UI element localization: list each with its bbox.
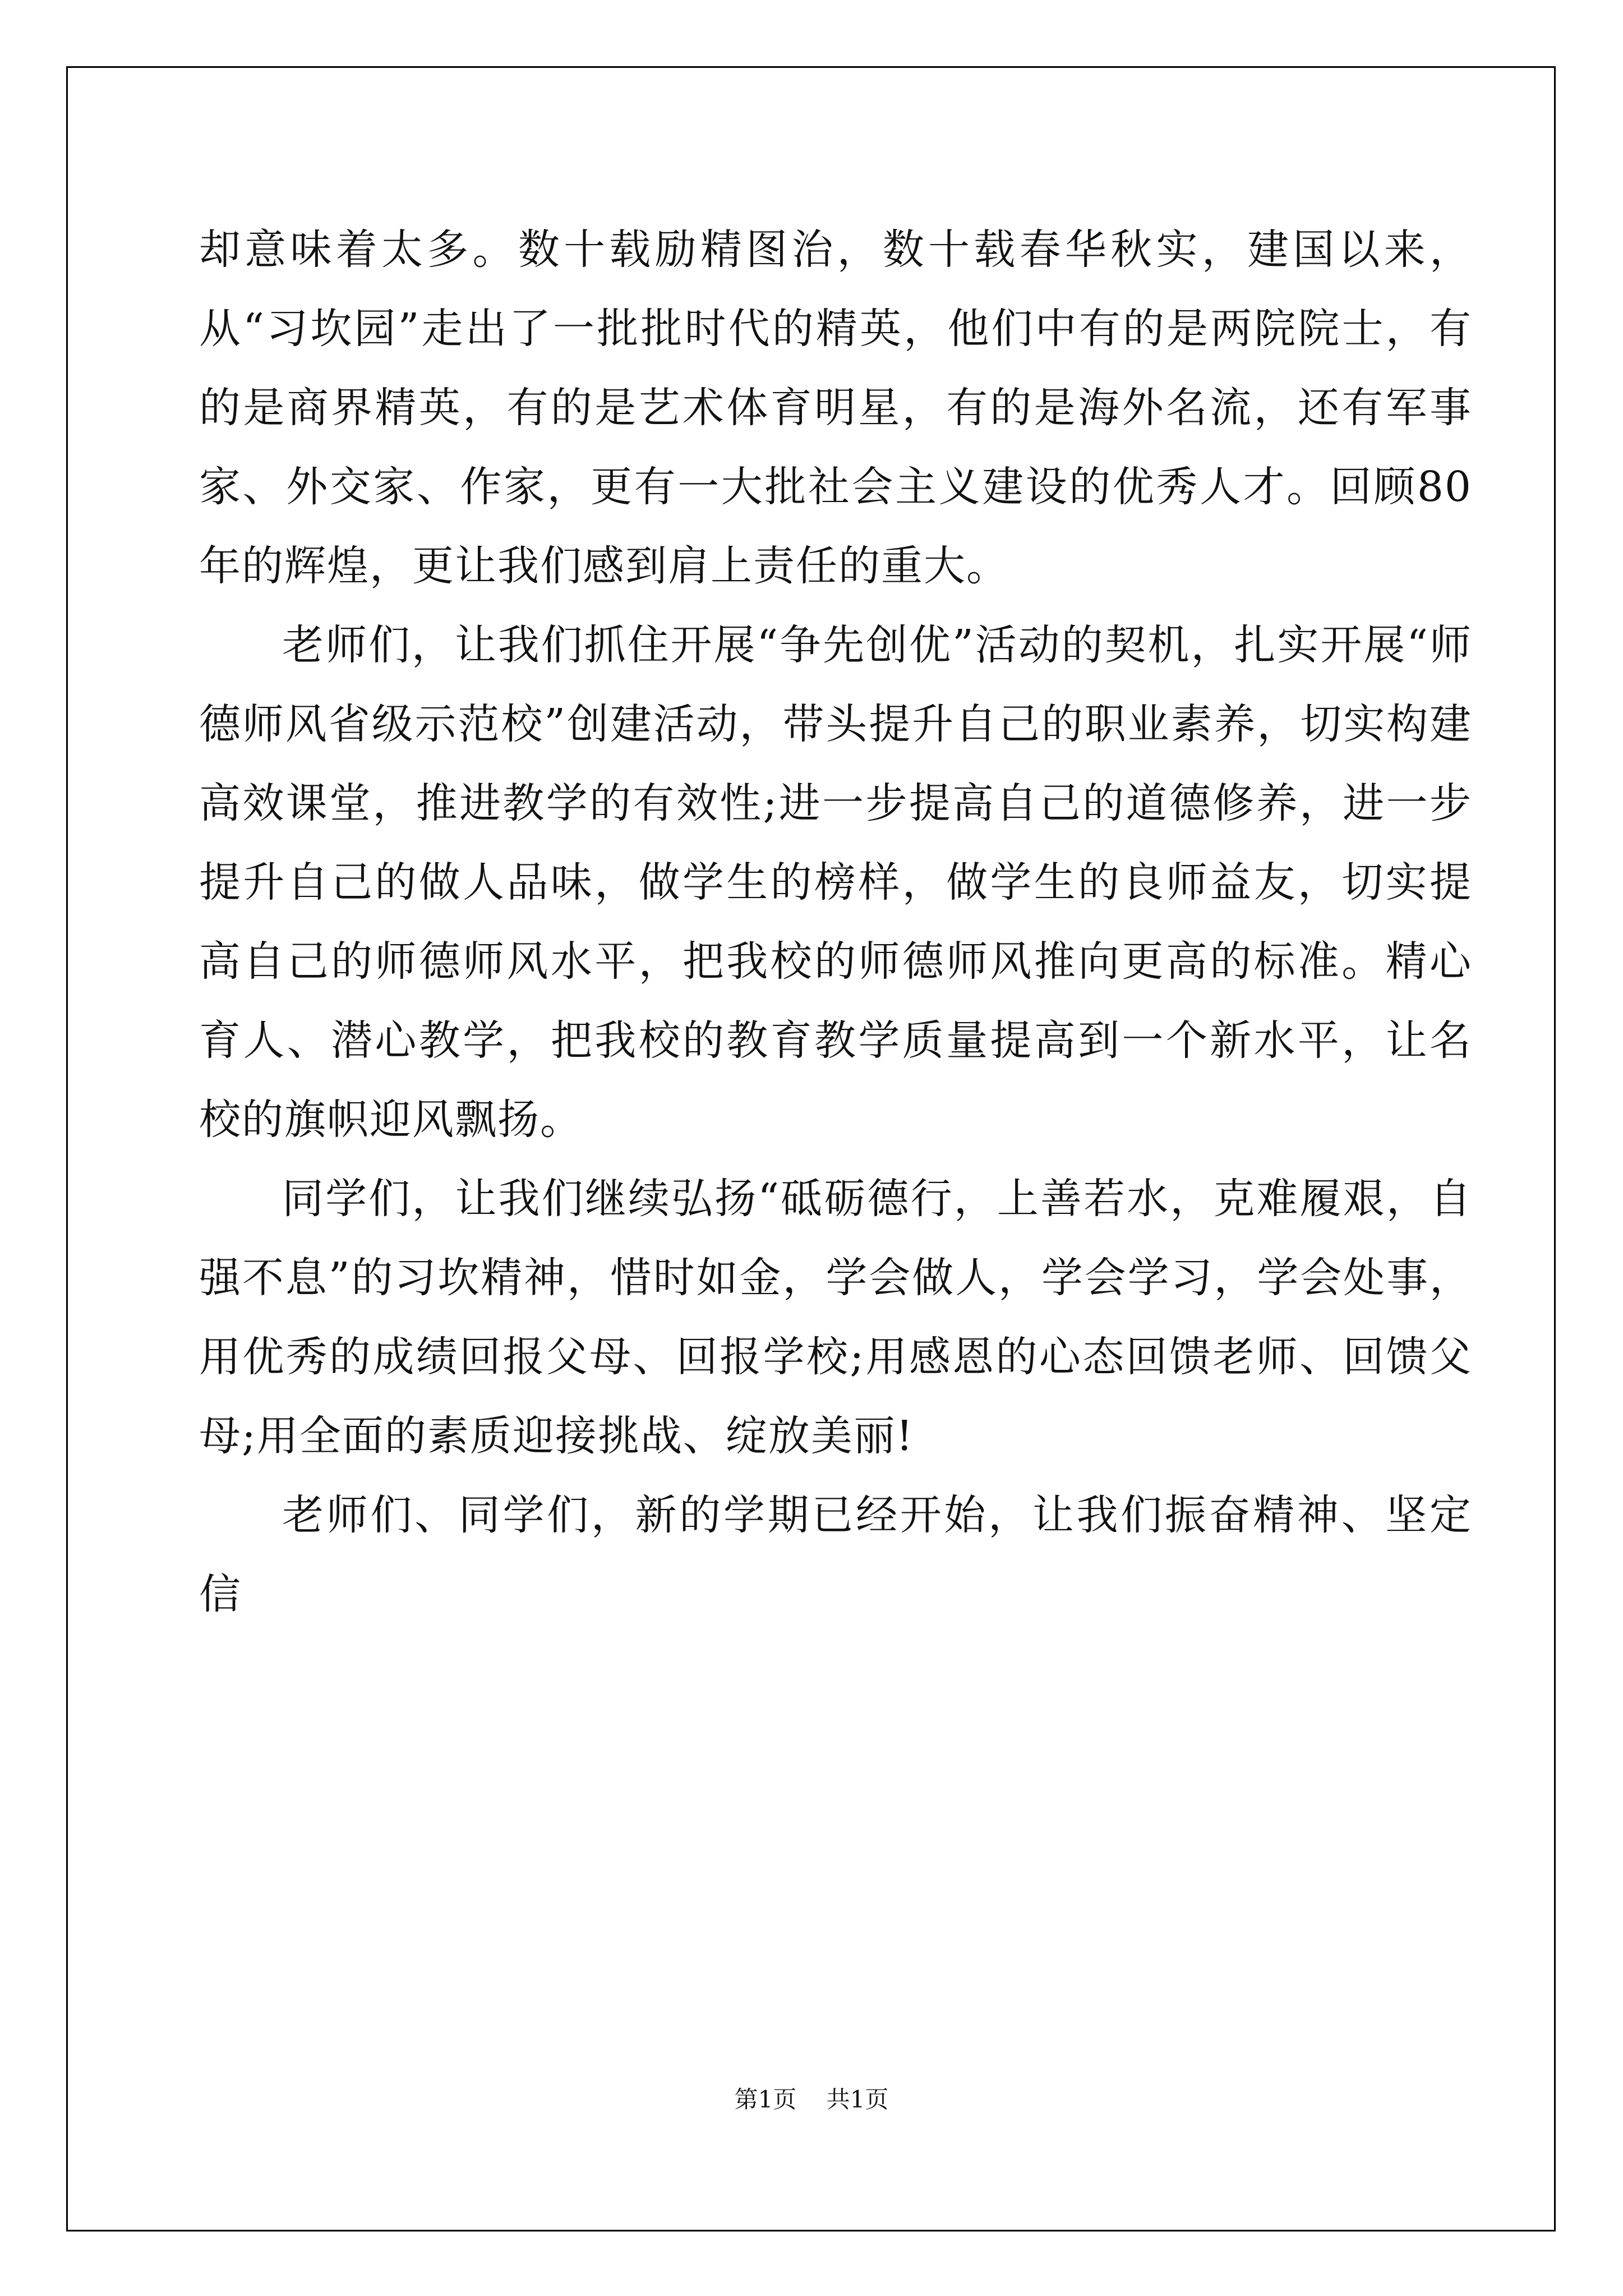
paragraph-4: 老师们、同学们，新的学期已经开始，让我们振奋精神、坚定信	[199, 1491, 1472, 1618]
page-number-total: 共1页	[826, 2086, 889, 2113]
paragraph-1: 却意味着太多。数十载励精图治，数十载春华秋实，建国以来，从“习坎园”走出了一批批时代的精英，他们中有的是两院院士，有的是商界精英，有的是艺术体育明星，有的是海外名流，还有军事家、外交家、作家，更有一大批社会主义建设的优秀人才。回顾80年的辉煌，更让我们感到肩上责任的重大。	[199, 226, 1472, 590]
paragraph-3: 同学们，让我们继续弘扬“砥砺德行，上善若水，克难履艰，自强不息”的习坎精神，惜时如金，学会做人，学会学习，学会处事，用优秀的成绩回报父母、回报学校;用感恩的心态回馈老师、回馈父母;用全面的素质迎接挑战、绽放美丽!	[199, 1175, 1472, 1460]
document-body	[199, 210, 1472, 1634]
page-footer	[0, 2081, 1623, 2115]
paragraph-2: 老师们，让我们抓住开展“争先创优”活动的契机，扎实开展“师德师风省级示范校”创建活动，带头提升自己的职业素养，切实构建高效课堂，推进教学的有效性;进一步提高自己的道德修养，进一步提升自己的做人品味，做学生的榜样，做学生的良师益友，切实提高自己的师德师风水平，把我校的师德师风推向更高的标准。精心育人、潜心教学，把我校的教育教学质量提高到一个新水平，让名校的旗帜迎风飘扬。	[199, 621, 1472, 1144]
page-number-current: 第1页	[734, 2086, 797, 2113]
